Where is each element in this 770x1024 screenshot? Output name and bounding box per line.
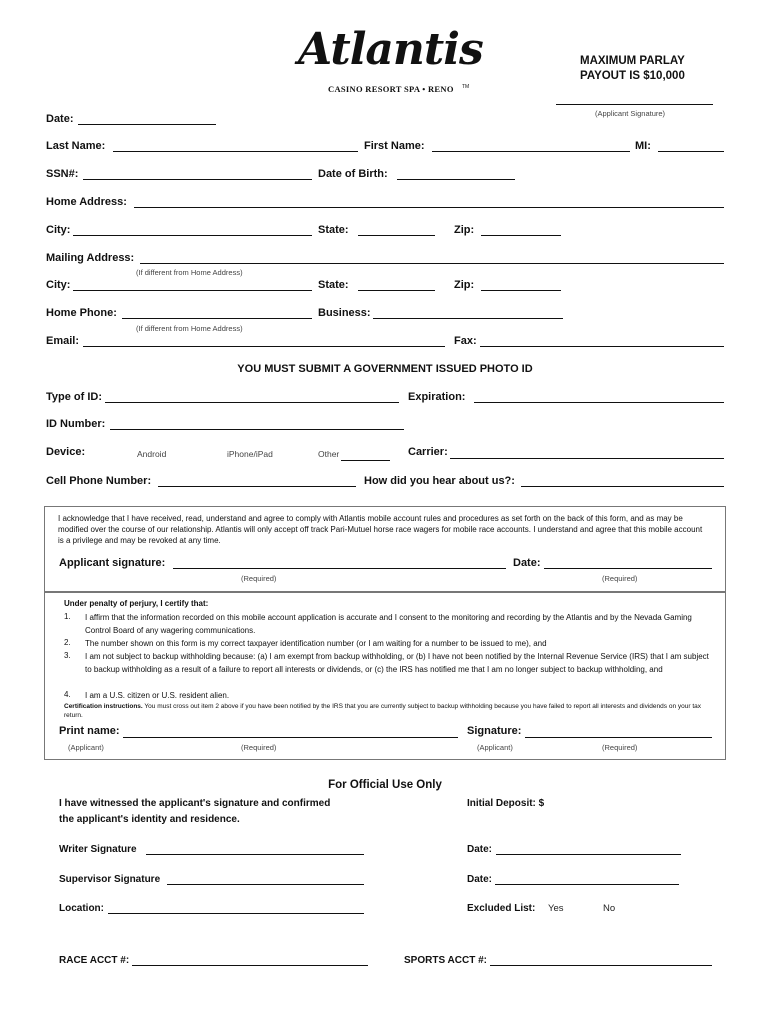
parlay-signature-line[interactable] — [556, 104, 713, 105]
carrier-label: Carrier: — [408, 446, 448, 458]
supervisor-signature-field[interactable] — [167, 884, 364, 885]
print-name-required-note: (Required) — [241, 743, 277, 752]
certify-item-2-num: 2. — [64, 638, 71, 647]
mailing-state-label: State: — [318, 279, 349, 291]
home-address-field[interactable] — [134, 207, 724, 208]
witness-line-2: the applicant's identity and residence. — [59, 814, 240, 825]
agreement-date-field[interactable] — [544, 568, 712, 569]
device-option-iphone[interactable]: iPhone/iPad — [227, 449, 273, 459]
mailing-zip-field[interactable] — [481, 290, 561, 291]
applicant-signature-field[interactable] — [173, 568, 506, 569]
certify-item-4-text: I am a U.S. citizen or U.S. resident alien. — [85, 691, 230, 700]
cert-signature-label: Signature: — [467, 725, 522, 737]
device-option-other[interactable]: Other — [318, 449, 340, 459]
zip-label: Zip: — [454, 224, 475, 236]
excluded-list-label: Excluded List: — [467, 903, 536, 914]
state-field[interactable] — [358, 235, 435, 236]
writer-signature-label: Writer Signature — [59, 844, 137, 855]
how-heard-label: How did you hear about us?: — [364, 475, 515, 487]
mailing-zip-label: Zip: — [454, 279, 475, 291]
phone-note: (If different from Home Address) — [136, 324, 243, 333]
city-label: City: — [46, 224, 71, 236]
date-required-note: (Required) — [602, 574, 638, 583]
certify-item-3-text: I am not subject to backup withholding because: (a) I am exempt from backup withholding, or (b) I have not been notified by the Internal Revenue Service (IRS) that I am subject to backup withholding as a result of a failure to report all interests or dividends, or (c) the IRS has notified me that I am no longer subject to backup withholding, and — [85, 652, 709, 674]
print-name-label: Print name: — [59, 725, 120, 737]
fax-label: Fax: — [454, 335, 477, 347]
applicant-signature-label: Applicant signature: — [59, 557, 166, 569]
certify-item-2-text: The number shown on this form is my correct taxpayer identification number (or I am waiting for a number to be issued to me), and — [85, 639, 547, 648]
logo-wordmark: Atlantis — [298, 24, 483, 75]
agreement-date-label: Date: — [513, 557, 541, 569]
cert-instructions-text: You must cross out item 2 above if you have been notified by the IRS that you are currently subject to backup withholding because you have failed to report all interests and dividends on your tax return. — [64, 703, 701, 719]
excluded-yes-option[interactable]: Yes — [548, 903, 564, 914]
home-phone-field[interactable] — [122, 318, 312, 319]
certify-item-4-num: 4. — [64, 690, 71, 699]
print-name-applicant-note: (Applicant) — [68, 743, 104, 752]
mailing-address-label: Mailing Address: — [46, 252, 135, 264]
logo-trademark: TM — [462, 84, 470, 90]
mailing-city-label: City: — [46, 279, 71, 291]
official-use-title: For Official Use Only — [328, 779, 442, 791]
type-of-id-field[interactable] — [105, 402, 399, 403]
location-label: Location: — [59, 903, 104, 914]
home-address-label: Home Address: — [46, 196, 127, 208]
certify-item-3-num: 3. — [64, 651, 71, 660]
photo-id-heading: YOU MUST SUBMIT A GOVERNMENT ISSUED PHOTO ID — [237, 363, 533, 375]
how-heard-field[interactable] — [521, 486, 724, 487]
print-name-field[interactable] — [123, 737, 458, 738]
mailing-city-field[interactable] — [73, 290, 312, 291]
writer-signature-field[interactable] — [146, 854, 364, 855]
atlantis-logo — [298, 22, 483, 102]
parlay-line1: MAXIMUM PARLAY — [580, 55, 685, 67]
signature-required-note: (Required) — [241, 574, 277, 583]
carrier-field[interactable] — [450, 458, 724, 459]
state-label: State: — [318, 224, 349, 236]
business-label: Business: — [318, 307, 371, 319]
signature-applicant-note: (Applicant) — [477, 743, 513, 752]
agreement-text: I acknowledge that I have received, read, understand and agree to comply with Atlantis mobile account rules and procedures as set forth on the back of this form, and as may be modified over the course of our relationship. Atlantis will only accept off track Pari-Mutuel horse race wagers for mobile race accounts. I understand and agree that this mobile account is a privilege and may be revoked at any time. — [58, 514, 703, 545]
device-label: Device: — [46, 446, 86, 458]
date-label: Date: — [46, 113, 74, 125]
sports-acct-label: SPORTS ACCT #: — [404, 955, 487, 966]
email-label: Email: — [46, 335, 80, 347]
mailing-state-field[interactable] — [358, 290, 435, 291]
supervisor-date-field[interactable] — [495, 884, 679, 885]
device-option-android[interactable]: Android — [137, 449, 167, 459]
cert-instructions-title: Certification instructions. — [64, 703, 143, 710]
witness-line-1: I have witnessed the applicant's signature and confirmed — [59, 798, 331, 809]
mailing-address-note: (If different from Home Address) — [136, 268, 243, 277]
expiration-label: Expiration: — [408, 391, 466, 403]
parlay-signature-caption: (Applicant Signature) — [595, 109, 666, 118]
last-name-field[interactable] — [113, 151, 358, 152]
city-field[interactable] — [73, 235, 312, 236]
excluded-no-option[interactable]: No — [603, 903, 616, 914]
first-name-field[interactable] — [432, 151, 630, 152]
location-field[interactable] — [108, 913, 364, 914]
expiration-field[interactable] — [474, 402, 724, 403]
logo-subtitle: CASINO RESORT SPA • RENO — [328, 84, 454, 94]
initial-deposit-label: Initial Deposit: $ — [467, 798, 545, 809]
ssn-label: SSN#: — [46, 168, 79, 180]
id-number-field[interactable] — [110, 429, 404, 430]
certify-item-1-text: I affirm that the information recorded on this mobile account application is accurate and I consent to the monitoring and recording by the Atlantis and by the Nevada Gaming Control Board of any wagering communications. — [85, 613, 692, 635]
cert-signature-field[interactable] — [525, 737, 712, 738]
type-of-id-label: Type of ID: — [46, 391, 103, 403]
mi-field[interactable] — [658, 151, 724, 152]
writer-date-field[interactable] — [496, 854, 681, 855]
certification-instructions — [64, 702, 714, 720]
race-acct-label: RACE ACCT #: — [59, 955, 130, 966]
date-field[interactable] — [78, 124, 216, 125]
dob-field[interactable] — [397, 179, 515, 180]
device-other-field[interactable] — [341, 460, 390, 461]
zip-field[interactable] — [481, 235, 561, 236]
official-use-box — [44, 768, 726, 932]
signature-required-note-2: (Required) — [602, 743, 638, 752]
ssn-field[interactable] — [83, 179, 312, 180]
cell-phone-field[interactable] — [158, 486, 356, 487]
supervisor-date-label: Date: — [467, 874, 493, 885]
mi-label: MI: — [635, 140, 651, 152]
accounts-box — [44, 942, 726, 978]
certify-intro: Under penalty of perjury, I certify that: — [64, 599, 209, 608]
business-field[interactable] — [373, 318, 563, 319]
last-name-label: Last Name: — [46, 140, 106, 152]
writer-date-label: Date: — [467, 844, 493, 855]
parlay-line2: PAYOUT IS $10,000 — [580, 70, 685, 82]
fax-field[interactable] — [480, 346, 724, 347]
race-acct-field[interactable] — [132, 965, 368, 966]
first-name-label: First Name: — [364, 140, 425, 152]
sports-acct-field[interactable] — [490, 965, 712, 966]
certify-item-1-num: 1. — [64, 612, 71, 621]
dob-label: Date of Birth: — [318, 168, 388, 180]
email-field[interactable] — [83, 346, 445, 347]
home-phone-label: Home Phone: — [46, 307, 117, 319]
cell-phone-label: Cell Phone Number: — [46, 475, 152, 487]
mailing-address-field[interactable] — [140, 263, 724, 264]
id-number-label: ID Number: — [46, 418, 106, 430]
supervisor-signature-label: Supervisor Signature — [59, 874, 161, 885]
